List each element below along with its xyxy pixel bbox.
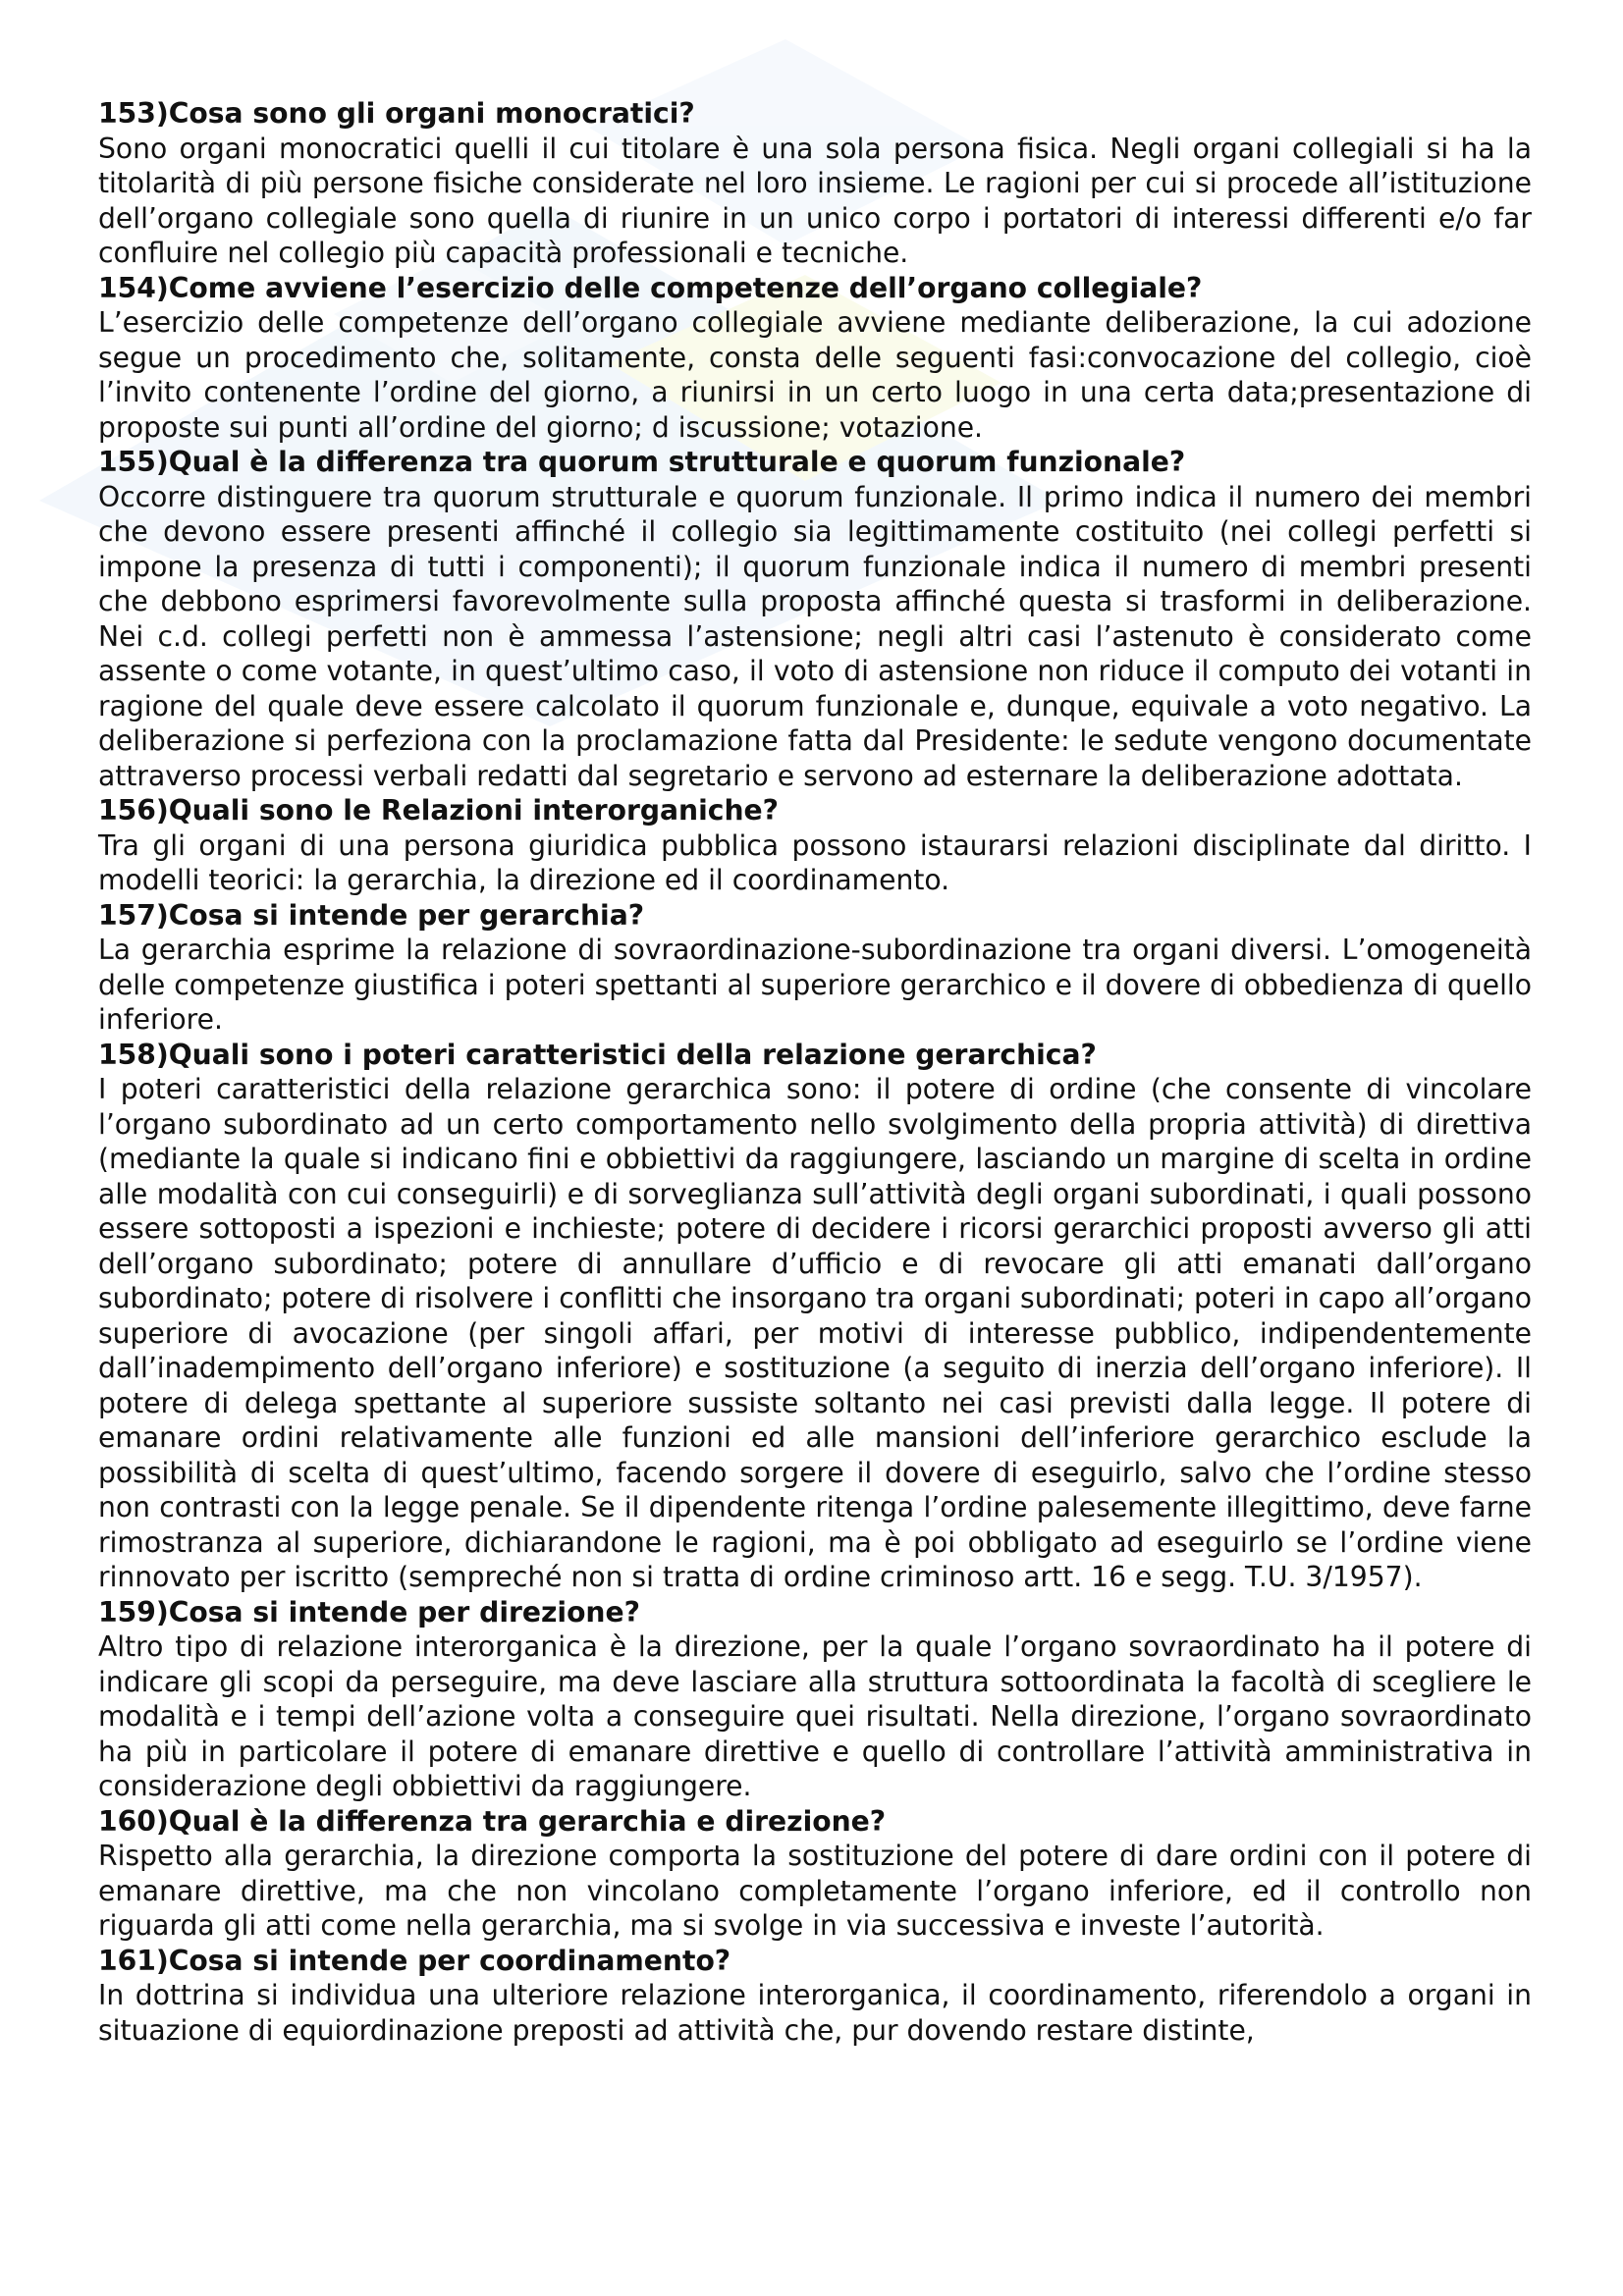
answer-paragraph: Occorre distinguere tra quorum strutturale e quorum funzionale. Il primo indica il numero dei membri che devono essere presenti affinché il collegio sia legittimamente costituito (nei collegi perfetti si impone la presenza di tutti i componenti); il quorum funzionale indica il numero di membri presenti che debbono esprimersi favorevolmente sulla proposta affinché questa si trasformi in deliberazione. Nei c.d. collegi perfetti non è ammessa l’astensione; negli altri casi l’astenuto è considerato come assente o come votante, in quest’ultimo caso, il voto di astensione non riduce il computo dei votanti in ragione del quale deve essere calcolato il quorum funzionale e, dunque, equivale a voto negativo. La deliberazione si perfeziona con la proclamazione fatta dal Presidente: le sedute vengono documentate attraverso processi verbali redatti dal segretario e servono ad esternare la deliberazione adottata.	[98, 480, 1532, 792]
question-heading: 161)Cosa si intende per coordinamento?	[98, 1944, 731, 1977]
qa-block-159	[98, 1595, 1532, 1804]
answer-paragraph: I poteri caratteristici della relazione gerarchica sono: il potere di ordine (che consente di vincolare l’organo subordinato ad un certo comportamento nello svolgimento della propria attività) di direttiva (mediante la quale si indicano fini e obbiettivi da raggiungere, lasciando un margine di scelta in ordine alle modalità con cui conseguirli) e di sorveglianza sull’attività degli organi subordinati, i quali possono essere sottoposti a ispezioni e inchieste; potere di decidere i ricorsi gerarchici proposti avverso gli atti dell’organo subordinato; potere di annullare d’ufficio e di revocare gli atti emanati dall’organo subordinato; potere di risolvere i conflitti che insorgano tra organi subordinati; poteri in capo all’organo superiore di avocazione (per singoli affari, per motivi di interesse pubblico, indipendentemente dall’inadempimento dell’organo inferiore) e sostituzione (a seguito di inerzia dell’organo inferiore). Il potere di delega spettante al superiore sussiste soltanto nei casi previsti dalla legge. Il potere di emanare ordini relativamente alle funzioni ed alle mansioni dell’inferiore gerarchico esclude la possibilità di scelta di quest’ultimo, facendo sorgere il dovere di eseguirlo, salvo che l’ordine stesso non contrasti con la legge penale. Se il dipendente ritenga l’ordine palesemente illegittimo, deve farne rimostranza al superiore, dichiarandone le ragioni, ma è poi obbligato ad eseguirlo se l’ordine viene rinnovato per iscritto (sempreché non si tratta di ordine criminoso artt. 16 e segg. T.U. 3/1957).	[98, 1073, 1532, 1593]
question-heading: 159)Cosa si intende per direzione?	[98, 1595, 640, 1629]
question-heading: 155)Qual è la differenza tra quorum strutturale e quorum funzionale?	[98, 446, 1186, 478]
qa-block-153	[98, 96, 1532, 271]
qa-block-161	[98, 1944, 1532, 2049]
answer-paragraph: In dottrina si individua una ulteriore relazione interorganica, il coordinamento, riferendolo a organi in situazione di equiordinazione preposti ad attività che, pur dovendo restare distinte,	[98, 1979, 1532, 2047]
answer-paragraph: Tra gli organi di una persona giuridica pubblica possono istaurarsi relazioni disciplinate dal diritto. I modelli teorici: la gerarchia, la direzione ed il coordinamento.	[98, 828, 1532, 896]
question-heading: 156)Quali sono le Relazioni interorganiche?	[98, 794, 780, 827]
question-heading: 154)Come avviene l’esercizio delle competenze dell’organo collegiale?	[98, 271, 1203, 304]
answer-paragraph: Altro tipo di relazione interorganica è la direzione, per la quale l’organo sovraordinato ha il potere di indicare gli scopi da perseguire, ma deve lasciare alla struttura sottoordinata la facoltà di scegliere le modalità e i tempi dell’azione volta a conseguire quei risultati. Nella direzione, l’organo sovraordinato ha più in particolare il potere di emanare direttive e quello di controllare l’attività amministrativa in considerazione degli obbiettivi da raggiungere.	[98, 1630, 1532, 1802]
document-body	[98, 96, 1532, 2048]
qa-block-160	[98, 1804, 1532, 1944]
answer-paragraph: L’esercizio delle competenze dell’organo collegiale avviene mediante deliberazione, la cui adozione segue un procedimento che, solitamente, consta delle seguenti fasi:convocazione del collegio, cioè l’invito contenente l’ordine del giorno, a riunirsi in un certo luogo in una certa data;presentazione di proposte sui punti all’ordine del giorno; d iscussione; votazione.	[98, 306, 1532, 444]
question-heading: 158)Quali sono i poteri caratteristici della relazione gerarchica?	[98, 1038, 1097, 1071]
answer-paragraph: Sono organi monocratici quelli il cui titolare è una sola persona fisica. Negli organi collegiali si ha la titolarità di più persone fisiche considerate nel loro insieme. Le ragioni per cui si procede all’istituzione dell’organo collegiale sono quella di riunire in un unico corpo i portatori di interessi differenti e/o far confluire nel collegio più capacità professionali e tecniche.	[98, 132, 1532, 269]
qa-block-155	[98, 445, 1532, 793]
qa-block-154	[98, 271, 1532, 446]
answer-paragraph: Rispetto alla gerarchia, la direzione comporta la sostituzione del potere di dare ordini con il potere di emanare direttive, ma che non vincolano completamente l’organo inferiore, ed il controllo non riguarda gli atti come nella gerarchia, ma si svolge in via successiva e investe l’autorità.	[98, 1840, 1532, 1942]
answer-paragraph: La gerarchia esprime la relazione di sovraordinazione-subordinazione tra organi diversi. L’omogeneità delle competenze giustifica i poteri spettanti al superiore gerarchico e il dovere di obbedienza di quello inferiore.	[98, 934, 1532, 1036]
question-heading: 153)Cosa sono gli organi monocratici?	[98, 97, 695, 130]
qa-block-156	[98, 793, 1532, 898]
question-heading: 157)Cosa si intende per gerarchia?	[98, 898, 645, 932]
question-heading: 160)Qual è la differenza tra gerarchia e direzione?	[98, 1804, 887, 1838]
qa-block-157	[98, 898, 1532, 1038]
qa-block-158	[98, 1038, 1532, 1595]
